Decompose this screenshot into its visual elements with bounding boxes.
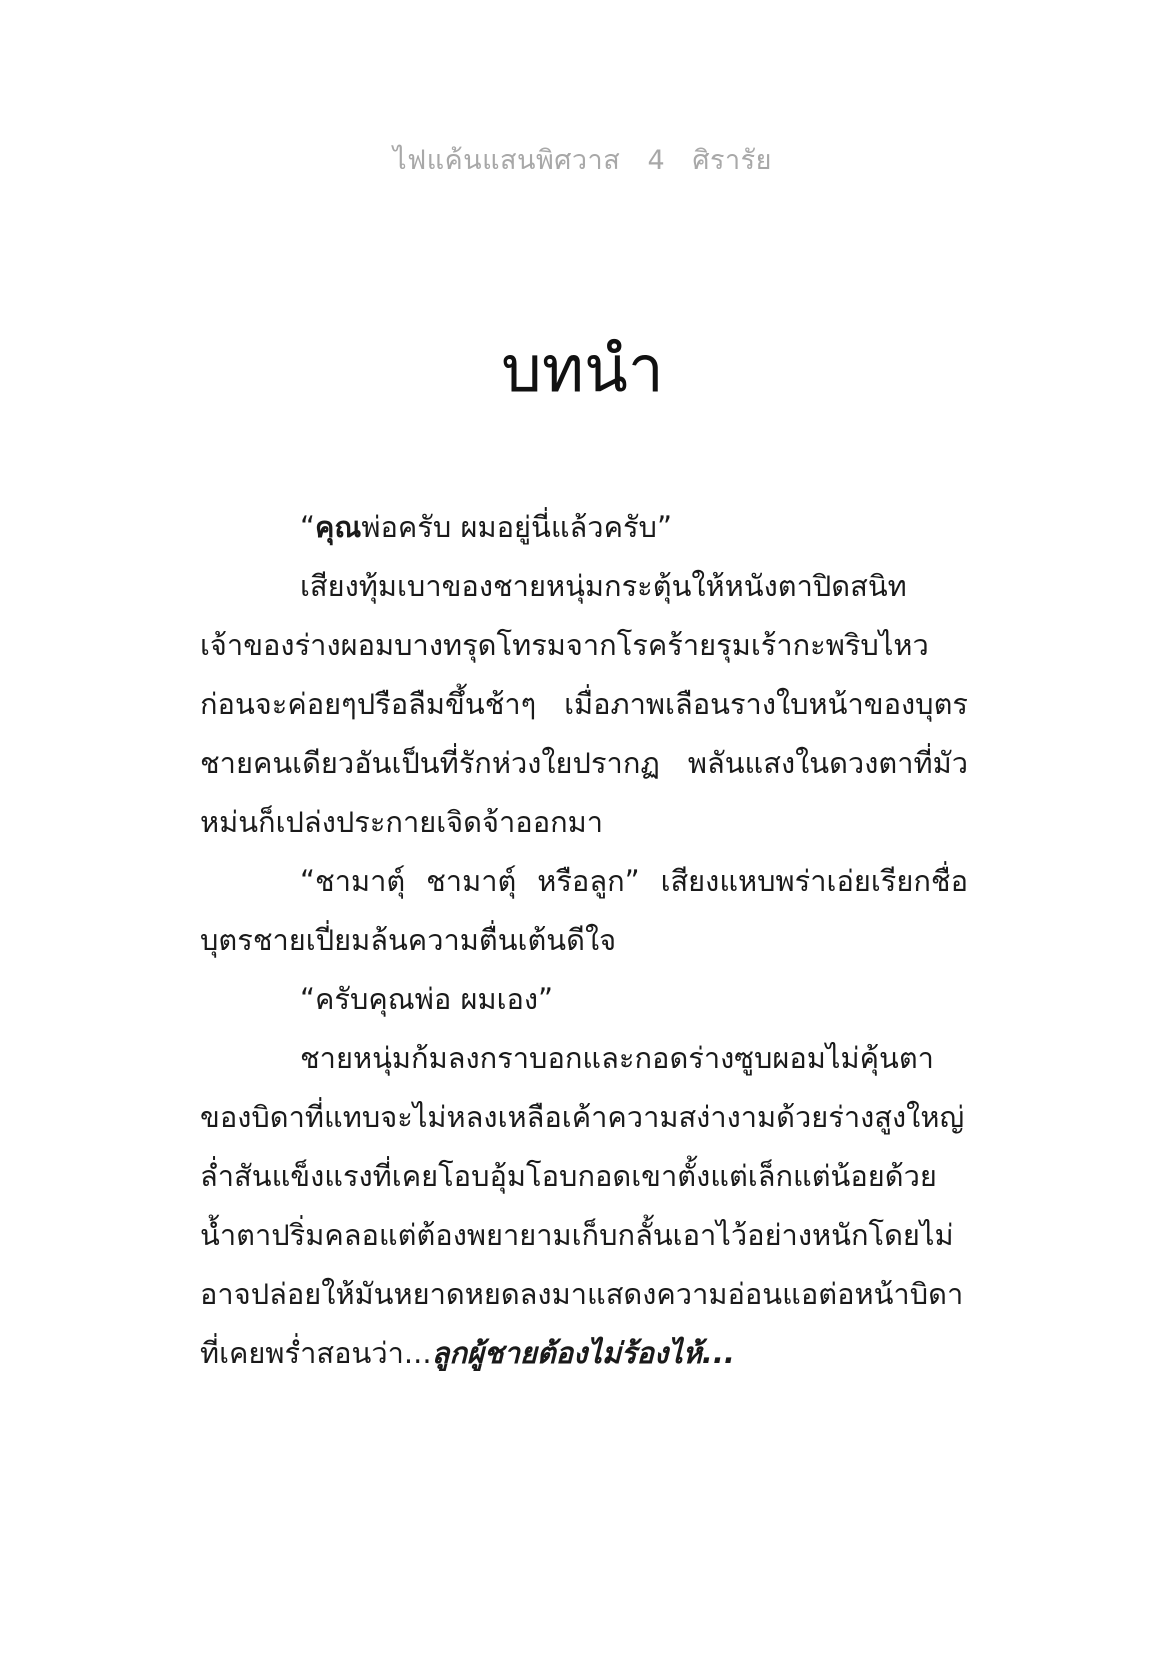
opening-quote: “ [300, 510, 316, 544]
paragraph-2: เสียงทุ้มเบาของชายหนุ่มกระตุ้นให้หนังตาปิดสนิท เจ้าของร่างผอมบางทรุดโทรมจากโรคร้ายรุมเร้ากะพริบไหวก่อนจะค่อยๆปรือลืมขึ้นช้าๆ เมื่อภาพเลือนรางใบหน้าของบุตรชายคนเดียวอันเป็นที่รักห่วงใยปรากฏ พลันแสงในดวงตาที่มัวหม่นก็เปล่งประกายเจิดจ้าออกมา [200, 569, 968, 839]
emphasis-phrase: ลูกผู้ชายต้องไม่ร้องไห้... [431, 1336, 735, 1370]
chapter-title: บทนำ [501, 333, 664, 407]
running-header: ไฟแค้นแสนพิศวาส 4 ศิรารัย [393, 145, 772, 176]
body-text [200, 498, 968, 1383]
bold-word: คุณ [315, 510, 362, 544]
paragraph-5 [200, 1029, 968, 1383]
paragraph-5-main: ชายหนุ่มก้มลงกราบอกและกอดร่างซูบผอมไม่คุ้นตาของบิดาที่แทบจะไม่หลงเหลือเค้าความสง่างามด้วยร่างสูงใหญ่ล่ำสันแข็งแรงที่เคยโอบอุ้มโอบกอดเขาตั้งแต่เล็กแต่น้อยด้วยน้ำตาปริ่มคลอแต่ต้องพยายามเก็บกลั้นเอาไว้อย่างหนักโดยไม่อาจปล่อยให้มันหยาดหยดลงมาแสดงความอ่อนแอต่อหน้าบิดาที่เคยพร่ำสอนว่า... [200, 1041, 965, 1370]
paragraph-1-rest: พ่อครับ ผมอยู่นี่แล้วครับ” [361, 510, 672, 544]
paragraph-4: “ครับคุณพ่อ ผมเอง” [300, 982, 554, 1016]
paragraph-1 [200, 498, 968, 557]
paragraph-3: “ชามาตุ์ ชามาตุ์ หรือลูก” เสียงแหบพร่าเอ่ยเรียกชื่อบุตรชายเปี่ยมล้นความตื่นเต้นดีใจ [200, 864, 968, 957]
